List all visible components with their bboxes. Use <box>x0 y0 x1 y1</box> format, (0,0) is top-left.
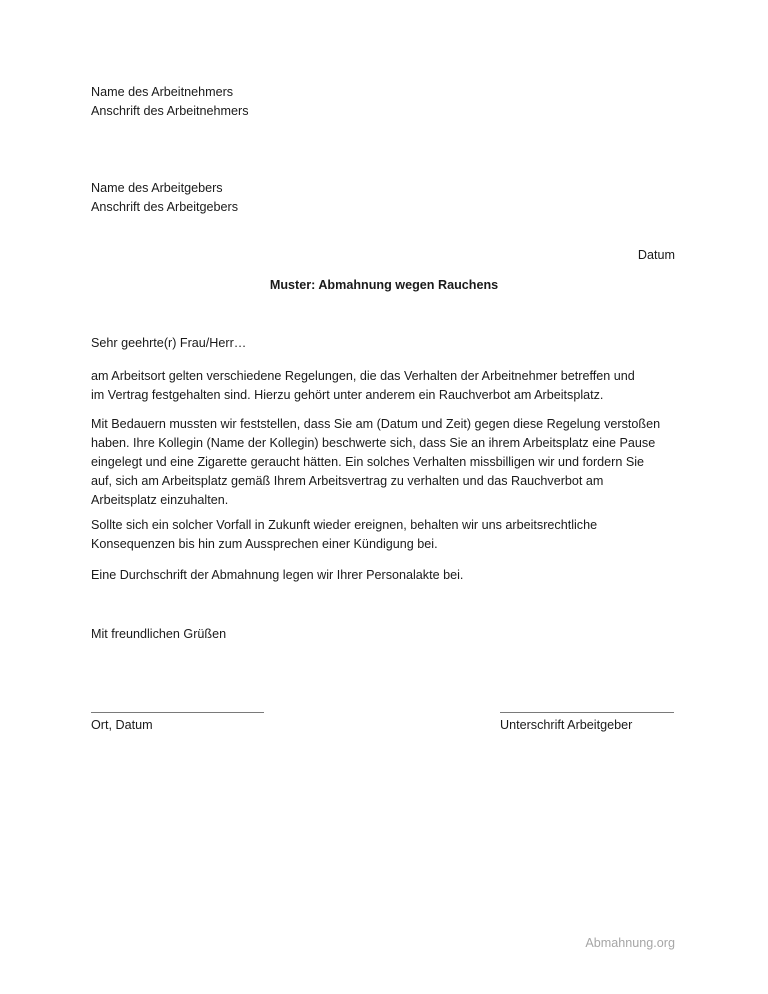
signature-line-employer <box>500 712 674 713</box>
paragraph-violation <box>91 415 681 510</box>
employee-address: Anschrift des Arbeitnehmers <box>91 104 249 118</box>
employee-address-block <box>91 83 681 121</box>
footer-watermark: Abmahnung.org <box>585 936 675 950</box>
paragraph-line: haben. Ihre Kollegin (Name der Kollegin) beschwerte sich, dass Sie an ihrem Arbeitsplatz eine Pause <box>91 436 656 450</box>
paragraph-line: im Vertrag festgehalten sind. Hierzu gehört unter anderem ein Rauchverbot am Arbeitsplatz. <box>91 388 604 402</box>
paragraph-personnel-file <box>91 566 681 585</box>
paragraph-line: Mit Bedauern mussten wir feststellen, dass Sie am (Datum und Zeit) gegen diese Regelung verstoßen <box>91 417 661 431</box>
signature-line-place-date <box>91 712 264 713</box>
employer-name: Name des Arbeitgebers <box>91 181 223 195</box>
paragraph-line: eingelegt und eine Zigarette geraucht hätten. Ein solches Verhalten missbilligen wir und fordern Sie <box>91 455 645 469</box>
employer-address: Anschrift des Arbeitgebers <box>91 200 239 214</box>
letter-title: Muster: Abmahnung wegen Rauchens <box>269 278 499 292</box>
paragraph-rules <box>91 367 681 405</box>
paragraph-line: Arbeitsplatz einzuhalten. <box>91 493 229 507</box>
letter-date: Datum <box>637 248 675 262</box>
signature-label-place-date: Ort, Datum <box>91 718 153 732</box>
signature-label-employer: Unterschrift Arbeitgeber <box>500 718 633 732</box>
paragraph-line: Sollte sich ein solcher Vorfall in Zukunft wieder ereignen, behalten wir uns arbeitsrechtliche <box>91 518 598 532</box>
closing-greeting: Mit freundlichen Grüßen <box>91 627 227 641</box>
paragraph-consequences <box>91 516 681 554</box>
paragraph-line: Eine Durchschrift der Abmahnung legen wir Ihrer Personalakte bei. <box>91 568 464 582</box>
paragraph-line: auf, sich am Arbeitsplatz gemäß Ihrem Arbeitsvertrag zu verhalten und das Rauchverbot am <box>91 474 604 488</box>
employee-name: Name des Arbeitnehmers <box>91 85 234 99</box>
salutation: Sehr geehrte(r) Frau/Herr… <box>91 336 247 350</box>
employer-address-block <box>91 179 681 217</box>
paragraph-line: Konsequenzen bis hin zum Aussprechen einer Kündigung bei. <box>91 537 438 551</box>
paragraph-line: am Arbeitsort gelten verschiedene Regelungen, die das Verhalten der Arbeitnehmer betreffen und <box>91 369 635 383</box>
